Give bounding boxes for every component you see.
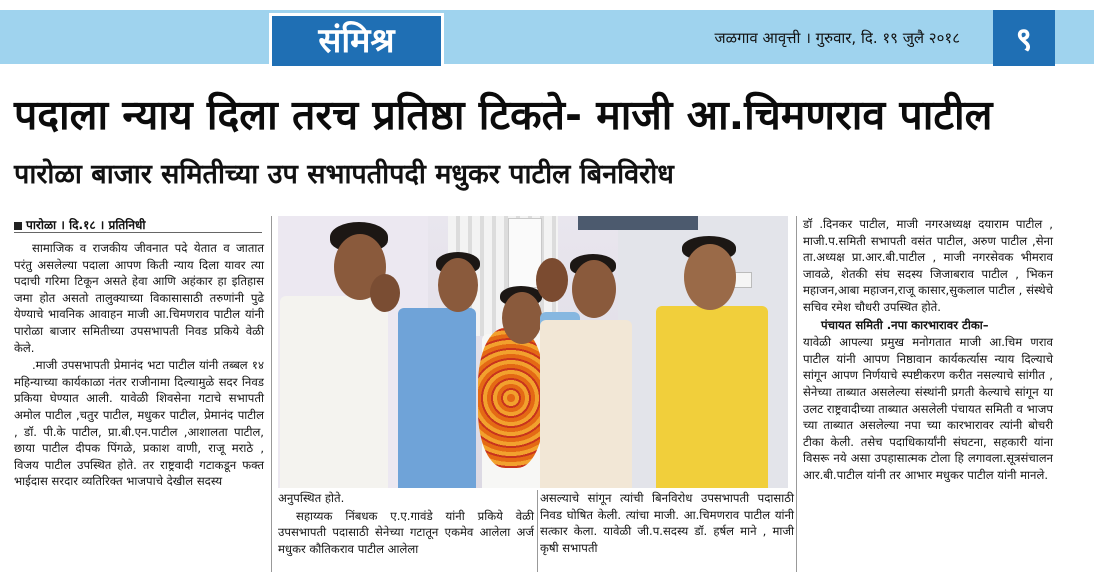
paragraph: .माजी उपसभापती प्रेमानंद भटा पाटील यांनी तब्बल १४ महिन्याच्या कार्यकाळा नंतर राजीनामा दिल्यामुळे सदर निवड प्रकिया घेण्यात आली. यावेळी शिवसेना गटाचे सभापती अमोल पाटील ,चतुर पाटील, मधुकर पाटील, प्रेमानंद पाटील , डॉ. पी.के पाटील, प्रा.बी.एन.पाटील ,आशालता पाटील, छाया पाटील दीपक पिंगळे, प्रकाश वाणी, राजू मराठे , विजय पाटील उपस्थित होते. तर राष्ट्रवादी गटाकडून फक्त भाईदास सरदार व्यतिरिक्त भाजपाचे देखील सदस्य xyxy=(14,358,264,489)
edition-info: जळगाव आवृत्ती । गुरुवार, दि. १९ जुलै २०१८ xyxy=(714,29,960,47)
column-divider xyxy=(537,490,538,572)
paragraph: अनुपस्थित होते. xyxy=(278,491,345,505)
dateline-text: पारोळा । दि.१८ । प्रतिनिधी xyxy=(26,218,146,232)
paragraph: डॉ .दिनकर पाटील, माजी नगरअध्यक्ष दयाराम पाटील , माजी.प.समिती सभापती वसंत पाटील, अरुण पाटील ,सेना ता.अध्यक्ष प्रा.आर.बी.पाटील , माजी नगरसेवक भीमराव जावळे, शेतकी संघ सदस्य जिजाबराव पाटील , भिकन महाजन,आबा महाजन,राजू कासार,सुकलाल पाटील , संस्थेचे सचिव रमेश चौधरी उपस्थित होते. xyxy=(803,217,1053,314)
subheadline: पारोळा बाजार समितीच्या उप सभापतीपदी मधुकर पाटील बिनविरोध xyxy=(14,159,674,190)
headline: पदाला न्याय दिला तरच प्रतिष्ठा टिकते- माजी आ.चिमणराव पाटील xyxy=(14,91,993,139)
article-column-4 xyxy=(803,216,1053,485)
section-title: संमिश्र xyxy=(318,21,395,61)
paragraph: सहाय्यक निंबधक ए.ए.गावंडे यांनी प्रकिये वेळी उपसभापती पदासाठी सेनेच्या गटातून एकमेव आलेला अर्ज मधुकर कौतिकराव पाटील आलेला xyxy=(278,508,534,556)
news-photo xyxy=(278,216,788,488)
paragraph: सामाजिक व राजकीय जीवनात पदे येतात व जातात परंतु असलेल्या पदाला आपण किती न्याय दिला यावर त्या पदाची गरिमा टिकून असते हेवा आणि अहंकार हा इतिहास जमा होत असतो तालुक्याच्या विकासासाठी तरुणांनी पुढे येण्याचे भावनिक आवाहन माजी आ.चिमणराव पाटील यांनी पारोळा बाजार समितीच्या उपसभापती निवड प्रकिये वेळी केले. xyxy=(14,241,264,355)
column-divider xyxy=(796,216,797,572)
dateline-rule xyxy=(14,232,262,233)
bullet-square-icon xyxy=(14,222,22,230)
section-label xyxy=(269,13,444,69)
column-divider xyxy=(271,216,272,572)
article-column-3 xyxy=(540,490,794,557)
dateline xyxy=(14,216,146,233)
article-column-2 xyxy=(278,490,534,558)
paragraph: यावेळी आपल्या प्रमुख मनोगतात माजी आ.चिम णराव पाटील यांनी आपण निष्ठावान कार्यकर्त्यास न्याय दिल्याचे सांगून आपण निर्णयाचे स्पष्टीकरण करीत नसल्याचे सांगीत , सेनेच्या ताब्यात असलेल्या संस्थांनी प्रगती केल्याचे सांगून या उलट राष्ट्रवादीच्या ताब्यात असलेली पंचायत समिती व भाजप च्या ताब्यात असलेल्या नपा च्या कारभारावर त्यांनी बोचरी टीका केली. तसेच पदाधिकार्यांनी संघटना, सहकारी यांना विसरू नये असा उपहासात्मक टोला हि लगावला.सूत्रसंचालन आर.बी.पाटील यांनी तर आभार मधुकर पाटील यांनी मानले. xyxy=(803,335,1053,482)
article-column-1 xyxy=(14,240,264,491)
page-number: ९ xyxy=(993,10,1055,66)
paragraph: असल्याचे सांगून त्यांची बिनविरोध उपसभापती पदासाठी निवड घोषित केली. त्यांचा माजी. आ.चिमणराव पाटील यांनी सत्कार केला. यावेळी जी.प.सदस्य डॉ. हर्षल माने , माजी कृषी सभापती xyxy=(540,491,794,555)
subheading: पंचायत समिती .नपा कारभारावर टीका– xyxy=(821,317,989,332)
